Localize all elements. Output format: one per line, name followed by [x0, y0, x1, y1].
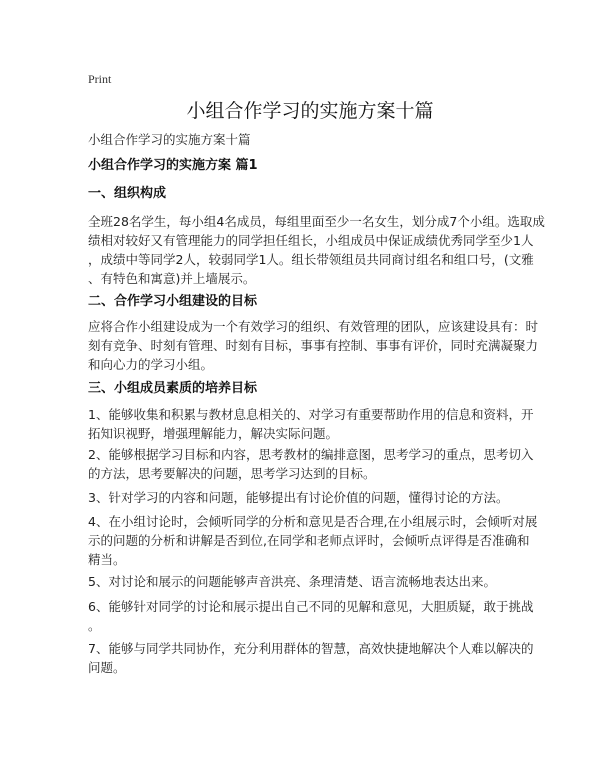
line: 6、能够针对同学的讨论和展示提出自己不同的见解和意见，大胆质疑，敢于挑战: [88, 599, 534, 614]
article-heading: 小组合作学习的实施方案 篇1: [88, 158, 258, 173]
line: 3、针对学习的内容和问题，能够提出有讨论价值的问题，懂得讨论的方法。: [88, 490, 509, 505]
line: 应将合作小组建设成为一个有效学习的组织、有效管理的团队，应该建设具有：时: [88, 319, 539, 334]
section-heading: 三、小组成员素质的培养目标: [88, 381, 258, 396]
line: 和向心力的学习小组。: [88, 357, 214, 372]
paragraph: [88, 212, 545, 288]
line: 全班28名学生，每小组4名成员，每组里面至少一名女生，划分成7个小组。选取成: [88, 214, 545, 229]
list-item: [88, 572, 528, 591]
list-item: [88, 405, 534, 443]
line: 1、能够收集和积累与教材息息相关的、对学习有重要帮助作用的信息和资料，开: [88, 407, 534, 422]
line: 示的问题的分析和讲解是否到位,在同学和老师点评时，会倾听点评得是否准确和: [88, 533, 530, 548]
line: 7、能够与同学共同协作，充分利用群体的智慧，高效快捷地解决个人难以解决的: [88, 641, 534, 656]
line: 4、在小组讨论时，会倾听同学的分析和意见是否合理,在小组展示时，会倾听对展: [88, 514, 538, 529]
line: 。: [88, 618, 101, 633]
line: 刻有竞争、时刻有管理、时刻有目标，事事有控制、事事有评价，同时充满凝聚力: [88, 338, 539, 353]
list-item: [88, 512, 538, 569]
print-link[interactable]: Print: [88, 72, 112, 86]
page-title: 小组合作学习的实施方案十篇: [186, 100, 434, 122]
line: ，成绩中等同学2人，较弱同学1人。组长带领组员共同商讨组名和组口号，(文雅: [88, 252, 534, 267]
line: 5、对讨论和展示的问题能够声音洪亮、条理清楚、语言流畅地表达出来。: [88, 574, 496, 589]
line: 问题。: [88, 660, 126, 675]
list-item: [88, 445, 534, 483]
line: 精当。: [88, 552, 126, 567]
line: 的方法，思考要解决的问题，思考学习达到的目标。: [88, 466, 376, 481]
list-item: [88, 597, 534, 635]
line: 、有特色和寓意)并上墙展示。: [88, 271, 256, 286]
line: 绩相对较好又有管理能力的同学担任组长，小组成员中保证成绩优秀同学至少1人: [88, 233, 534, 248]
section-heading: 一、组织构成: [88, 186, 167, 201]
section-heading: 二、合作学习小组建设的目标: [88, 294, 258, 309]
line: 拓知识视野，增强理解能力，解决实际问题。: [88, 426, 339, 441]
list-item: [88, 639, 534, 677]
paragraph: [88, 317, 539, 374]
subtitle: 小组合作学习的实施方案十篇: [88, 132, 251, 147]
list-item: [88, 488, 528, 507]
line: 2、能够根据学习目标和内容，思考教材的编排意图，思考学习的重点，思考切入: [88, 447, 534, 462]
